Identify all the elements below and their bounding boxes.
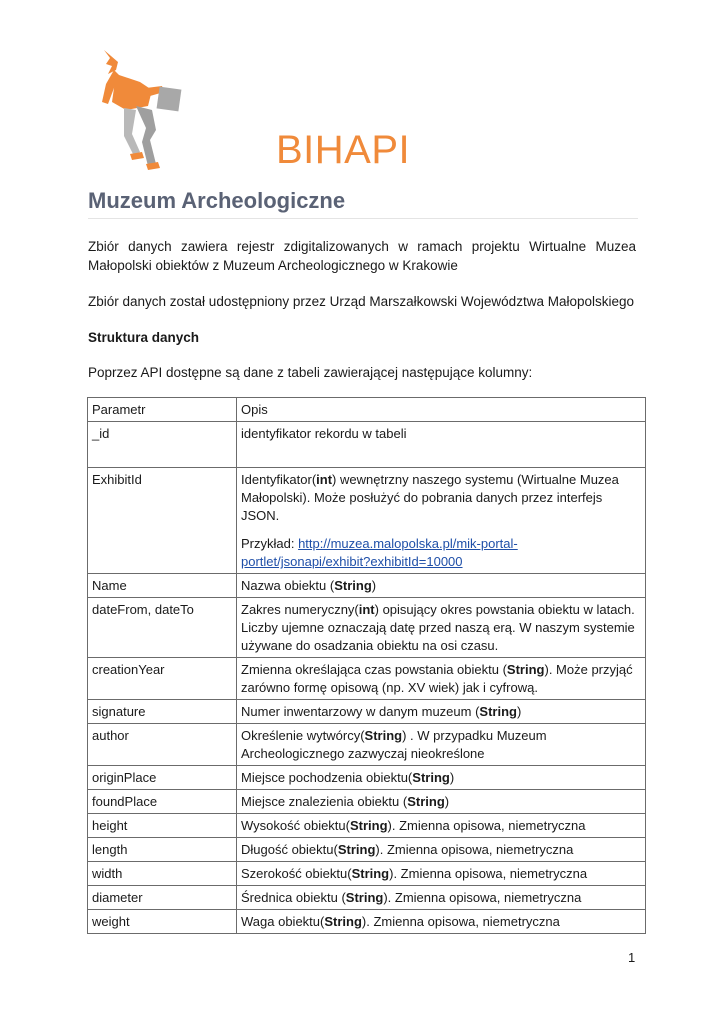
- desc-cell: Nazwa obiektu (String): [237, 574, 646, 598]
- desc-text: identyfikator rekordu w tabeli: [241, 426, 407, 441]
- param-cell: dateFrom, dateTo: [88, 598, 237, 658]
- desc-cell: [237, 422, 646, 468]
- param-cell: originPlace: [88, 766, 237, 790]
- table-row: [88, 658, 646, 700]
- table-row: [88, 700, 646, 724]
- shared-by-paragraph: Zbiór danych został udostępniony przez Urząd Marszałkowski Województwa Małopolskiego: [88, 294, 634, 309]
- desc-cell: Miejsce pochodzenia obiektu(String): [237, 766, 646, 790]
- title-divider: [88, 218, 638, 219]
- table-row: [88, 766, 646, 790]
- api-intro-paragraph: Poprzez API dostępne są dane z tabeli zawierającej następujące kolumny:: [88, 365, 533, 380]
- header-desc: Opis: [237, 398, 646, 422]
- table-row: [88, 422, 646, 468]
- intro-paragraph: Zbiór danych zawiera rejestr zdigitalizowanych w ramach projektu Wirtualne Muzea Małopolski obiektów z Muzeum Archeologicznego w Krakowie: [88, 239, 636, 273]
- desc-cell: Miejsce znalezienia obiektu (String): [237, 790, 646, 814]
- table-row: [88, 598, 646, 658]
- table-row: [88, 724, 646, 766]
- example-label: Przykład:: [241, 536, 299, 551]
- jumping-person-icon: [96, 44, 186, 174]
- param-cell: _id: [88, 422, 237, 468]
- columns-table: [87, 397, 646, 934]
- desc-cell: Średnica obiektu (String). Zmienna opisowa, niemetryczna: [237, 886, 646, 910]
- param-cell: length: [88, 838, 237, 862]
- table-row: [88, 886, 646, 910]
- param-cell: diameter: [88, 886, 237, 910]
- param-cell: creationYear: [88, 658, 237, 700]
- param-cell: weight: [88, 910, 237, 934]
- desc-cell: Numer inwentarzowy w danym muzeum (String): [237, 700, 646, 724]
- param-cell: width: [88, 862, 237, 886]
- example-link[interactable]: http://muzea.malopolska.pl/mik-portal-portlet/jsonapi/exhibit?exhibitId=10000: [241, 536, 518, 569]
- param-cell: signature: [88, 700, 237, 724]
- logo-text: BIHAPI: [276, 128, 411, 172]
- table-row: [88, 814, 646, 838]
- desc-cell: Waga obiektu(String). Zmienna opisowa, niemetryczna: [237, 910, 646, 934]
- param-cell: foundPlace: [88, 790, 237, 814]
- page-number: 1: [628, 950, 636, 965]
- table-row: [88, 574, 646, 598]
- table-row: [88, 910, 646, 934]
- desc-cell: Identyfikator(int) wewnętrzny naszego systemu (Wirtualne Muzea Małopolski). Może posłużyć do pobrania danych przez interfejs JSON. Przykład: http://muzea.malopolska.pl/mik-portal-portlet/jsonapi/exhibit?exhibitId=10000: [237, 468, 646, 574]
- param-cell: Name: [88, 574, 237, 598]
- param-cell: ExhibitId: [88, 468, 237, 574]
- page-title: Muzeum Archeologiczne: [88, 188, 346, 213]
- table-row: [88, 790, 646, 814]
- desc-cell: Szerokość obiektu(String). Zmienna opisowa, niemetryczna: [237, 862, 646, 886]
- desc-cell: Długość obiektu(String). Zmienna opisowa, niemetryczna: [237, 838, 646, 862]
- bihapi-logo: [96, 44, 411, 174]
- desc-cell: Wysokość obiektu(String). Zmienna opisowa, niemetryczna: [237, 814, 646, 838]
- table-header-row: [88, 398, 646, 422]
- desc-cell: Zmienna określająca czas powstania obiektu (String). Może przyjąć zarówno formę opisową (np. XV wiek) jak i cyfrową.: [237, 658, 646, 700]
- param-cell: author: [88, 724, 237, 766]
- header-param: Parametr: [88, 398, 237, 422]
- table-row: [88, 468, 646, 574]
- param-cell: height: [88, 814, 237, 838]
- desc-cell: Zakres numeryczny(int) opisujący okres powstania obiektu w latach. Liczby ujemne oznaczają datę przed naszą erą. W naszym systemie używane do osadzania obiektu na osi czasu.: [237, 598, 646, 658]
- section-heading: Struktura danych: [88, 330, 200, 345]
- table-row: [88, 838, 646, 862]
- table-row: [88, 862, 646, 886]
- desc-cell: Określenie wytwórcy(String) . W przypadku Muzeum Archeologicznego zazwyczaj nieokreślone: [237, 724, 646, 766]
